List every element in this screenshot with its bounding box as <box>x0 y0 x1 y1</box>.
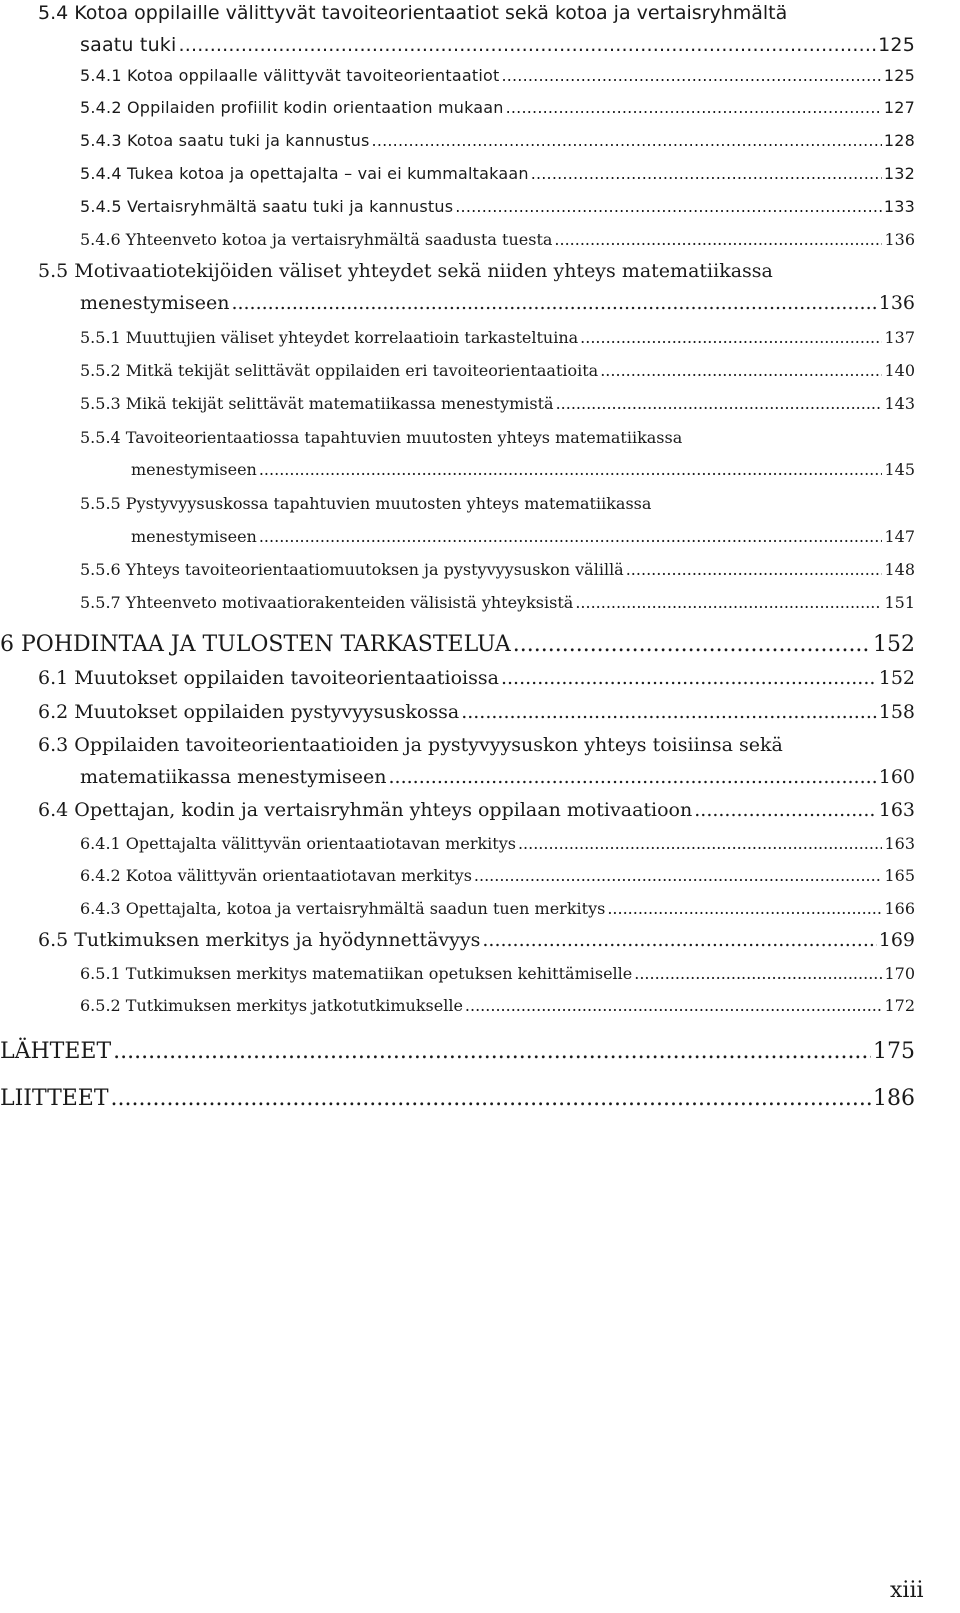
dot-leader <box>518 834 883 853</box>
toc-entry-page: 137 <box>884 328 915 347</box>
toc-entry-title: saatu tuki <box>80 34 177 56</box>
toc-entry[interactable] <box>80 98 915 117</box>
toc-chapter[interactable] <box>0 1086 915 1111</box>
toc-entry-title: 6.5 Tutkimuksen merkitys ja hyödynnettävyys <box>38 929 481 951</box>
toc-entry[interactable] <box>80 34 915 56</box>
dot-leader <box>554 230 882 249</box>
dot-leader <box>372 131 882 150</box>
toc-entry[interactable] <box>80 292 915 314</box>
toc-entry[interactable] <box>80 328 915 347</box>
dot-leader <box>626 560 883 579</box>
toc-entry[interactable] <box>38 701 915 723</box>
toc-entry-page: 136 <box>884 230 915 249</box>
toc-entry-title: 5.5.1 Muuttujien väliset yhteydet korrelaatioin tarkasteltuina <box>80 328 579 347</box>
toc-entry-page: 147 <box>884 527 915 546</box>
toc-entry-title: 5.4.3 Kotoa saatu tuki ja kannustus <box>80 131 370 150</box>
toc-chapter-page: 152 <box>873 632 915 657</box>
page-number: xiii <box>890 1578 924 1603</box>
toc-entry-page: 169 <box>878 929 915 951</box>
dot-leader <box>506 98 882 117</box>
toc-entry-title: 6.5.1 Tutkimuksen merkitys matematiikan opetuksen kehittämiselle <box>80 964 633 983</box>
toc-chapter[interactable] <box>0 1039 915 1064</box>
toc-entry-page: 148 <box>884 560 915 579</box>
toc-entry[interactable] <box>131 460 915 479</box>
toc-entry-title: 5.5.6 Yhteys tavoiteorientaatiomuutoksen ja pystyvyysuskon välillä <box>80 560 624 579</box>
dot-leader <box>634 964 882 983</box>
dot-leader <box>113 1039 871 1064</box>
dot-leader <box>111 1086 871 1111</box>
dot-leader <box>455 197 882 216</box>
toc-entry-page: 158 <box>878 701 915 723</box>
toc-entry-title: 6.1 Muutokset oppilaiden tavoiteorientaatioissa <box>38 667 499 689</box>
toc-entry[interactable] <box>131 527 915 546</box>
toc-entry-title: 5.5.3 Mikä tekijät selittävät matematiikassa menestymistä <box>80 394 554 413</box>
toc-entry[interactable] <box>80 164 915 183</box>
dot-leader <box>389 766 877 788</box>
toc-entry[interactable] <box>80 394 915 413</box>
toc-entry-page: 163 <box>884 834 915 853</box>
toc-entry-title: 5.4.4 Tukea kotoa ja opettajalta – vai ei kummaltakaan <box>80 164 529 183</box>
dot-leader <box>461 701 877 723</box>
toc-entry-page: 160 <box>878 766 915 788</box>
toc-entry-title: 6.4 Opettajan, kodin ja vertaisryhmän yhteys oppilaan motivaatioon <box>38 799 693 821</box>
dot-leader <box>465 996 883 1015</box>
toc-entry-page: 132 <box>883 164 915 183</box>
toc-entry-title: 5.4.6 Yhteenveto kotoa ja vertaisryhmältä saadusta tuesta <box>80 230 553 249</box>
toc-entry-line1: 5.5.5 Pystyvyysuskossa tapahtuvien muutosten yhteys matematiikassa <box>80 494 652 513</box>
dot-leader <box>580 328 882 347</box>
toc-entry-title: 6.4.1 Opettajalta välittyvän orientaatiotavan merkitys <box>80 834 516 853</box>
toc-entry-line1: 5.5 Motivaatiotekijöiden väliset yhteydet sekä niiden yhteys matematiikassa <box>38 260 773 282</box>
dot-leader <box>556 394 883 413</box>
toc-entry-title: 6.4.3 Opettajalta, kotoa ja vertaisryhmältä saadun tuen merkitys <box>80 899 606 918</box>
toc-entry[interactable] <box>80 866 915 885</box>
toc-entry-line1: 5.5.4 Tavoiteorientaatiossa tapahtuvien muutosten yhteys matematiikassa <box>80 428 683 447</box>
toc-entry[interactable] <box>80 131 915 150</box>
toc-entry-title: 5.5.7 Yhteenveto motivaatiorakenteiden välisistä yhteyksistä <box>80 593 574 612</box>
toc-entry-page: 143 <box>884 394 915 413</box>
toc-entry-title: menestymiseen <box>131 527 257 546</box>
toc-entry[interactable] <box>80 230 915 249</box>
toc-entry-title: 6.2 Muutokset oppilaiden pystyvyysuskossa <box>38 701 460 723</box>
dot-leader <box>600 361 882 380</box>
toc-chapter-title: LÄHTEET <box>0 1039 112 1064</box>
toc-chapter-page: 175 <box>873 1039 915 1064</box>
dot-leader <box>231 292 876 314</box>
toc-entry-page: 133 <box>883 197 915 216</box>
toc-entry-page: 172 <box>884 996 915 1015</box>
toc-entry[interactable] <box>80 197 915 216</box>
toc-entry-title: 6.4.2 Kotoa välittyvän orientaatiotavan merkitys <box>80 866 472 885</box>
toc-entry[interactable] <box>38 667 915 689</box>
dot-leader <box>607 899 882 918</box>
toc-chapter-title: 6 POHDINTAA JA TULOSTEN TARKASTELUA <box>0 632 511 657</box>
toc-entry[interactable] <box>80 899 915 918</box>
toc-entry-page: 166 <box>884 899 915 918</box>
toc-entry-page: 125 <box>878 34 915 56</box>
toc-entry-page: 140 <box>884 361 915 380</box>
toc-entry[interactable] <box>80 766 915 788</box>
toc-chapter[interactable] <box>0 632 915 657</box>
toc-chapter-page: 186 <box>873 1086 915 1111</box>
toc-entry-page: 152 <box>878 667 915 689</box>
toc-entry-page: 170 <box>884 964 915 983</box>
toc-entry-line1: 6.3 Oppilaiden tavoiteorientaatioiden ja pystyvyysuskon yhteys toisiinsa sekä <box>38 734 783 756</box>
toc-entry-line1: 5.4 Kotoa oppilaille välittyvät tavoiteorientaatiot sekä kotoa ja vertaisryhmältä <box>38 2 788 24</box>
dot-leader <box>513 632 871 657</box>
toc-entry-title: menestymiseen <box>131 460 257 479</box>
toc-entry[interactable] <box>80 964 915 983</box>
toc-entry-page: 128 <box>883 131 915 150</box>
dot-leader <box>501 66 881 85</box>
toc-entry-title: 5.4.1 Kotoa oppilaalle välittyvät tavoiteorientaatiot <box>80 66 500 85</box>
toc-entry[interactable] <box>80 560 915 579</box>
toc-entry-title: 5.4.5 Vertaisryhmältä saatu tuki ja kannustus <box>80 197 454 216</box>
toc-chapter-title: LIITTEET <box>0 1086 109 1111</box>
toc-entry-page: 125 <box>883 66 915 85</box>
toc-entry-page: 165 <box>884 866 915 885</box>
toc-entry[interactable] <box>38 799 915 821</box>
dot-leader <box>694 799 877 821</box>
toc-entry[interactable] <box>80 834 915 853</box>
toc-entry-page: 163 <box>878 799 915 821</box>
dot-leader <box>259 527 883 546</box>
toc-entry-page: 151 <box>884 593 915 612</box>
dot-leader <box>501 667 877 689</box>
toc-entry-title: 5.5.2 Mitkä tekijät selittävät oppilaiden eri tavoiteorientaatioita <box>80 361 599 380</box>
toc-entry-page: 145 <box>884 460 915 479</box>
dot-leader <box>474 866 883 885</box>
toc-entry[interactable] <box>80 66 915 85</box>
toc-entry-page: 127 <box>883 98 915 117</box>
toc-entry-title: matematiikassa menestymiseen <box>80 766 387 788</box>
dot-leader <box>482 929 876 951</box>
dot-leader <box>575 593 882 612</box>
toc-entry[interactable] <box>80 361 915 380</box>
dot-leader <box>531 164 882 183</box>
toc-entry[interactable] <box>80 996 915 1015</box>
dot-leader <box>179 34 877 56</box>
toc-entry[interactable] <box>80 593 915 612</box>
toc-entry-title: 5.4.2 Oppilaiden profiilit kodin orientaation mukaan <box>80 98 504 117</box>
toc-entry[interactable] <box>38 929 915 951</box>
toc-entry-title: menestymiseen <box>80 292 230 314</box>
toc-entry-page: 136 <box>878 292 915 314</box>
dot-leader <box>259 460 883 479</box>
toc-entry-title: 6.5.2 Tutkimuksen merkitys jatkotutkimukselle <box>80 996 463 1015</box>
